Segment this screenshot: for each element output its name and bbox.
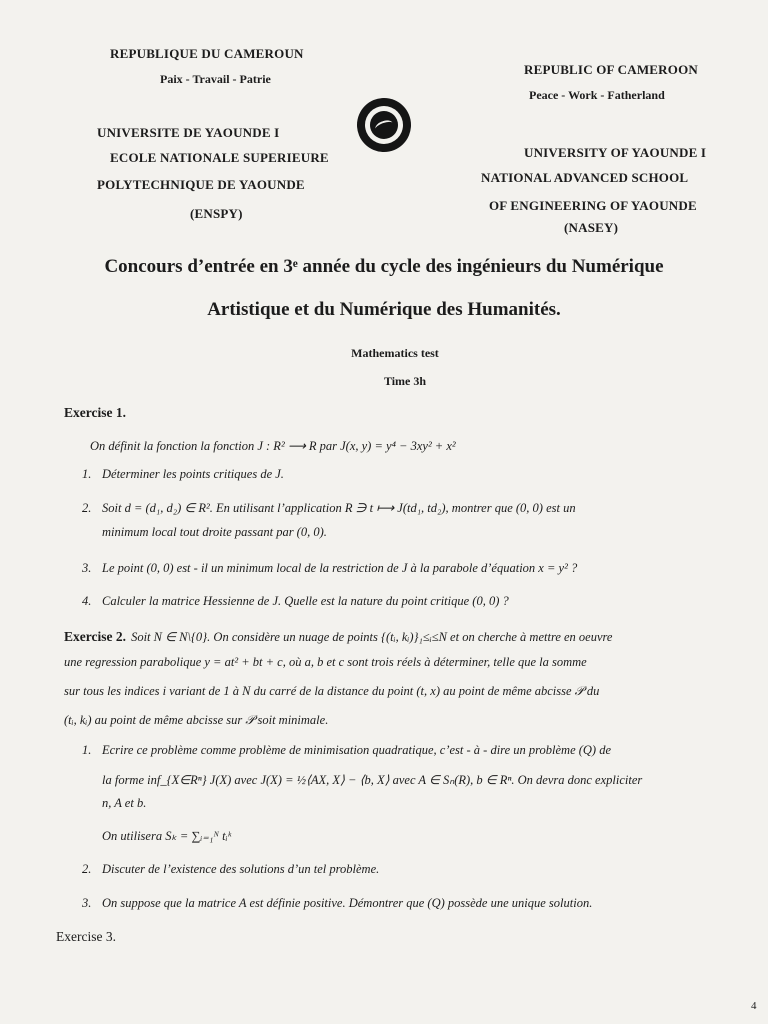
exam-title-line1: Concours d’entrée en 3ᵉ année du cycle des ingénieurs du Numérique [104,256,664,277]
exercise2-line: Soit N ∈ N\{0}. On considère un nuage de points {(tᵢ, kᵢ)}₁≤ᵢ≤N et on cherche à mettre en oeuvre [131,630,613,644]
item-number: 3. [82,561,92,575]
item-number: 4. [82,594,92,608]
item-text: Calculer la matrice Hessienne de J. Quelle est la nature du point critique (0, 0) ? [102,594,509,608]
exercise2-item-continuation: n, A et b. [102,796,147,810]
header-right-country: REPUBLIC OF CAMEROON [524,62,698,77]
exercise2-line: (tᵢ, kᵢ) au point de même abcisse sur 𝒫 soit minimale. [64,713,329,727]
item-number: 3. [82,896,92,910]
item-text: On suppose que la matrice A est définie positive. Démontrer que (Q) possède une unique solution. [102,896,593,910]
item-text: Le point (0, 0) est - il un minimum local de la restriction de J à la parabole d’équation x = y² ? [102,561,578,575]
header-left-motto: Paix - Travail - Patrie [160,72,271,86]
header-left-school-line1: ECOLE NATIONALE SUPERIEURE [110,150,329,165]
exercise1-item [82,561,577,576]
item-number: 2. [82,501,92,515]
page-number: 4 [751,1000,757,1012]
test-subject: Mathematics test [351,346,439,360]
exercise1-item [82,500,576,516]
exercise2-item-continuation: la forme inf_{X∈Rⁿ} J(X) avec J(X) = ½⟨AX, X⟩ − ⟨b, X⟩ avec A ∈ Sₙ(R), b ∈ Rⁿ. On devra donc expliciter [102,773,643,787]
item-number: 2. [82,862,92,876]
item-text: Soit d = (d₁, d₂) ∈ R². En utilisant l’application R ∋ t ⟼ J(td₁, td₂), montrer que (0, 0) est un [102,501,576,515]
item-text: Discuter de l’existence des solutions d’un tel problème. [102,862,380,876]
exercise1-item-continuation: minimum local tout droite passant par (0, 0). [102,525,327,539]
header-right-motto: Peace - Work - Fatherland [529,88,665,102]
header-left-country: REPUBLIQUE DU CAMEROUN [110,46,304,61]
exercise2-item [82,896,592,911]
exercise1-heading: Exercise 1. [64,405,126,420]
item-number: 1. [82,467,92,481]
test-time: Time 3h [383,374,427,388]
university-seal-icon [357,98,411,152]
header-right-school-line1: NATIONAL ADVANCED SCHOOL [481,170,689,185]
header-left-acronym: (ENSPY) [190,206,243,221]
header-left-school-line2: POLYTECHNIQUE DE YAOUNDE [97,177,305,192]
exercise2-first-line [64,626,612,645]
item-text: Déterminer les points critiques de J. [102,467,284,481]
exercise1-intro: On définit la fonction la fonction J : R² ⟶ R par J(x, y) = y⁴ − 3xy² + x² [90,439,456,453]
exam-title-line2: Artistique et du Numérique des Humanités. [207,299,561,320]
header-right-university: UNIVERSITY OF YAOUNDE I [524,145,707,160]
exercise3-heading: Exercise 3. [56,929,116,944]
exercise2-item-note: On utilisera Sₖ = ∑ᵢ₌₁ᴺ tᵢᵏ [102,829,232,843]
exercise2-line: une regression parabolique y = at² + bt + c, où a, b et c sont trois réels à déterminer, telle que la somme [64,655,587,669]
item-number: 1. [82,743,92,757]
exercise2-line: sur tous les indices i variant de 1 à N du carré de la distance du point (t, x) au point de même abcisse 𝒫 du [64,684,600,698]
exercise2-heading: Exercise 2. [64,629,126,644]
exercise1-item [82,594,509,609]
header-right-school-line2: OF ENGINEERING OF YAOUNDE [489,198,697,213]
header-left-university: UNIVERSITE DE YAOUNDE I [97,125,280,140]
header-right-acronym: (NASEY) [564,220,619,235]
exercise1-item [82,467,284,482]
exercise2-item [82,743,611,758]
exercise2-item [82,862,379,877]
item-text: Ecrire ce problème comme problème de minimisation quadratique, c’est - à - dire un problème (Q) de [102,743,612,757]
